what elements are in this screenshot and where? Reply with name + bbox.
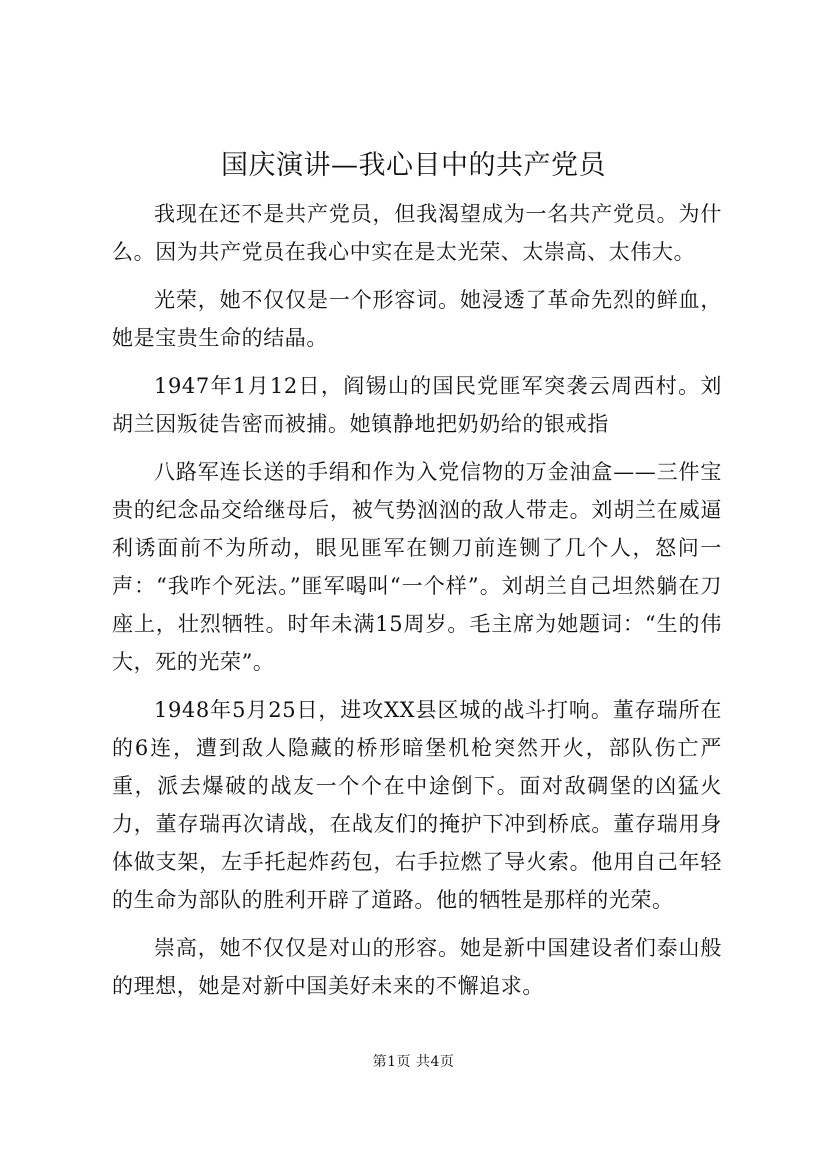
page-number-footer: 第1页 共4页 (372, 1054, 455, 1070)
paragraph-3: 1947年1月12日，阎锡山的国民党匪军突袭云周西村。刘胡兰因叛徒告密而被捕。她镇静地把奶奶给的银戒指 (112, 374, 722, 436)
paragraph-6: 崇高，她不仅仅是对山的形容。她是新中国建设者们泰山般的理想，她是对新中国美好未来的不懈追求。 (112, 936, 722, 998)
paragraph-4: 八路军连长送的手绢和作为入党信物的万金油盒——三件宝贵的纪念品交给继母后，被气势汹汹的敌人带走。刘胡兰在威逼利诱面前不为所动，眼见匪军在铡刀前连铡了几个人，怒问一声：“我咋个死法。”匪军喝叫“一个样”。刘胡兰自己坦然躺在刀座上，壮烈牺牲。时年未满15周岁。毛主席为她题词：“生的伟大，死的光荣”。 (112, 460, 722, 674)
paragraph-2: 光荣，她不仅仅是一个形容词。她浸透了革命先烈的鲜血，她是宝贵生命的结晶。 (112, 288, 722, 350)
document-title: 国庆演讲—我心目中的共产党员 (221, 150, 606, 181)
paragraph-1: 我现在还不是共产党员，但我渴望成为一名共产党员。为什么。因为共产党员在我心中实在是太光荣、太崇高、太伟大。 (112, 202, 722, 264)
document-body (112, 195, 722, 1015)
paragraph-5: 1948年5月25日，进攻XX县区城的战斗打响。董存瑞所在的6连，遭到敌人隐藏的桥形暗堡机枪突然开火，部队伤亡严重，派去爆破的战友一个个在中途倒下。面对敌碉堡的凶猛火力，董存瑞再次请战，在战友们的掩护下冲到桥底。董存瑞用身体做支架，左手托起炸药包，右手拉燃了导火索。他用自己年轻的生命为部队的胜利开辟了道路。他的牺牲是那样的光荣。 (112, 698, 722, 912)
